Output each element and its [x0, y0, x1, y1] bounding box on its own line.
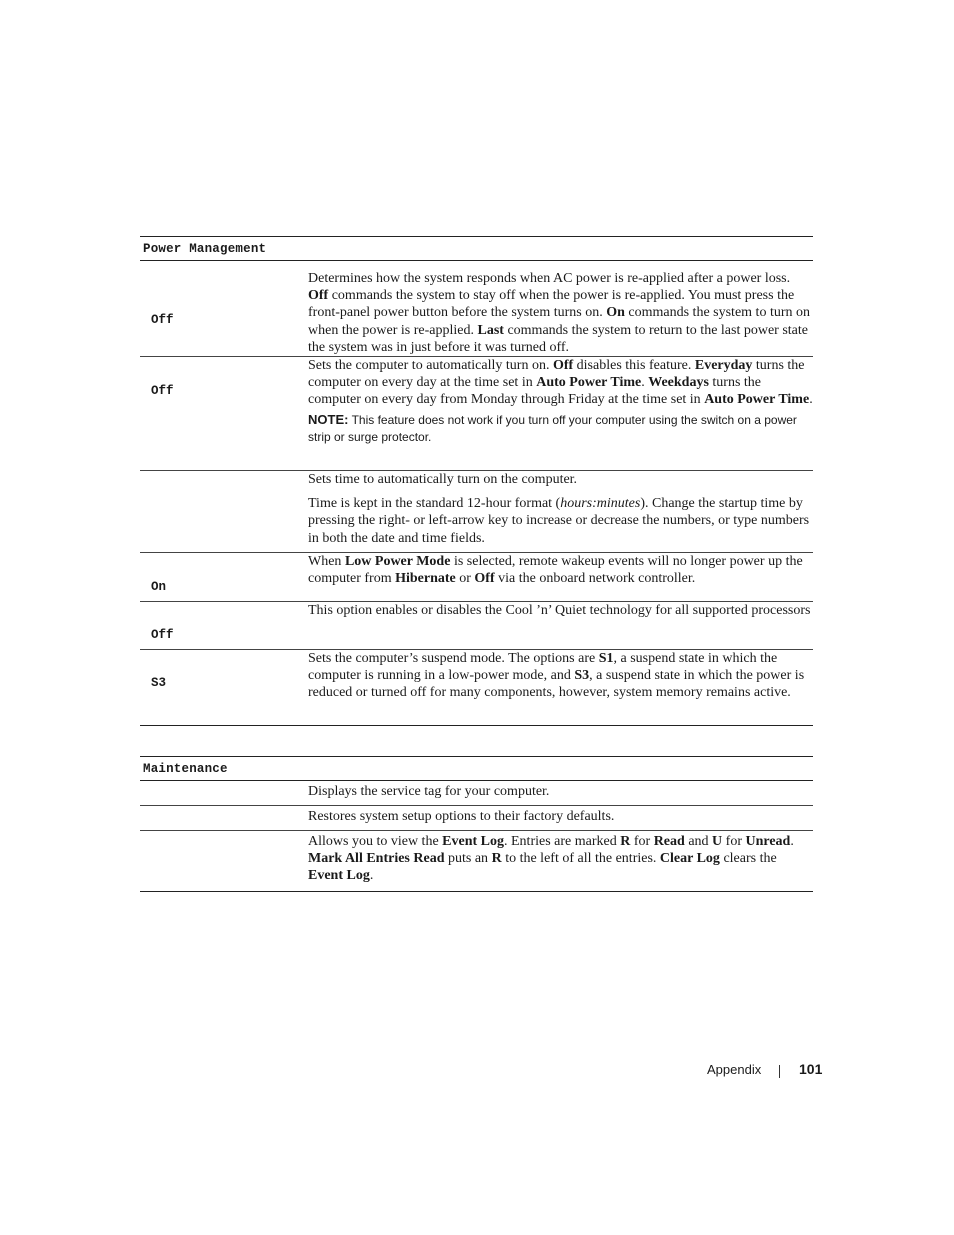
maintenance-header: Maintenance: [143, 762, 228, 776]
text-segment: turns the computer on every day from Monday through Friday at the time set in: [308, 375, 762, 408]
text-segment: S3: [574, 668, 590, 684]
page-footer: [707, 1061, 823, 1077]
text-segment: Displays the service tag for your computer.: [308, 784, 550, 799]
text-segment: Mark All Entries Read: [308, 851, 445, 867]
text-segment: Auto Power Time: [704, 392, 810, 408]
maintenance-header-row: [140, 757, 813, 781]
table-row: [140, 261, 813, 357]
text-segment: Off: [552, 358, 574, 374]
setting-description: [308, 808, 813, 825]
text-segment: commands the system to return to the last power state the system was in just before it was turned off.: [308, 322, 808, 355]
text-segment: R: [491, 851, 502, 867]
text-segment: This option enables or disables the Cool ’n’ Quiet technology for all supported processors: [308, 603, 811, 619]
text-segment: Determines how the system responds when AC power is re-applied after a power loss.: [308, 271, 791, 286]
note: [308, 411, 813, 446]
text-segment: Restores system setup options to their factory defaults.: [308, 809, 615, 824]
text-segment: Event Log: [308, 868, 370, 884]
text-segment: Auto Power Time: [536, 375, 642, 391]
text-segment: .: [369, 868, 374, 884]
footer-divider: [779, 1065, 780, 1078]
text-segment: Everyday: [694, 358, 753, 374]
text-segment: and: [684, 834, 713, 849]
text-segment: .: [641, 375, 649, 391]
note-label: NOTE:: [308, 411, 349, 427]
setting-description: [308, 650, 813, 702]
text-segment: Last: [477, 322, 504, 338]
text-segment: .: [809, 392, 813, 408]
text-segment: Weekdays: [648, 375, 709, 391]
text-segment: Sets the computer to automatically turn on.: [308, 358, 553, 374]
setting-description: [308, 270, 813, 356]
text-segment: commands the system to stay off when the power is re-applied. You must press the front-panel power button before the system turns on.: [308, 288, 795, 321]
setting-description-detail: [308, 495, 813, 547]
setting-description: [308, 553, 813, 587]
maintenance-table: [140, 756, 813, 892]
footer-section-label: Appendix: [707, 1062, 762, 1077]
text-segment: puts an: [444, 851, 492, 867]
page-number: 101: [799, 1061, 823, 1077]
text-segment: for: [630, 834, 654, 849]
setting-value: Off: [151, 628, 174, 643]
text-segment: , a suspend state in which the computer is running in a low-power mode, and: [308, 651, 778, 684]
note-text: This feature does not work if you turn off your computer using the switch on a power strip or surge protector.: [308, 412, 797, 444]
setting-value: Off: [151, 384, 174, 399]
table-row: [140, 831, 813, 892]
text-segment: to the left of all the entries.: [501, 851, 660, 867]
table-row: [140, 650, 813, 726]
power-management-header-row: [140, 237, 813, 261]
text-segment: for: [722, 834, 746, 849]
text-segment: S1: [598, 651, 614, 667]
text-segment: is selected, remote wakeup events will no longer power up the computer from: [308, 554, 803, 587]
text-segment: clears the: [719, 851, 777, 867]
table-row: [140, 553, 813, 602]
table-row: [140, 602, 813, 650]
power-management-header: Power Management: [143, 242, 267, 256]
text-segment: turns the computer on every day at the time set in: [308, 358, 805, 391]
text-segment: Sets time to automatically turn on the computer.: [308, 472, 578, 488]
table-row: [140, 471, 813, 553]
text-segment: . Entries are marked: [504, 834, 621, 849]
table-row: [140, 357, 813, 471]
table-row: [140, 806, 813, 831]
text-segment: Event Log: [442, 834, 504, 849]
text-segment: Allows you to view the: [308, 834, 443, 849]
text-segment: commands the system to turn on when the power is re-applied.: [308, 305, 810, 338]
text-segment: or: [455, 571, 475, 587]
text-segment: Sets the computer’s suspend mode. The options are: [308, 651, 599, 667]
text-segment: ). Change the startup time by pressing the right- or left-arrow key to increase or decrease the numbers, or type numbers in both the date and time fields.: [308, 496, 810, 546]
text-segment: When: [308, 554, 345, 570]
setting-description: [308, 783, 813, 800]
text-segment: Clear Log: [659, 851, 720, 867]
setting-description: [308, 833, 813, 885]
text-segment: Unread: [745, 834, 791, 849]
setting-description: [308, 602, 813, 619]
text-segment: Read: [653, 834, 685, 849]
text-segment: U: [712, 834, 723, 849]
text-segment: On: [606, 305, 625, 321]
power-management-table: [140, 236, 813, 726]
text-segment: Time is kept in the standard 12-hour format (: [308, 496, 561, 512]
setting-description: [308, 357, 813, 409]
setting-value: S3: [151, 676, 167, 691]
text-segment: Off: [474, 571, 495, 587]
text-segment: via the onboard network controller.: [494, 571, 696, 587]
text-segment: R: [620, 834, 631, 849]
text-segment: , a suspend state in which the power is reduced or turned off for many components, however, system memory remains active.: [308, 668, 805, 701]
text-segment: Hibernate: [395, 571, 456, 587]
text-segment: disables this feature.: [573, 358, 695, 374]
setting-value: On: [151, 580, 167, 595]
text-segment: Low Power Mode: [344, 554, 451, 570]
text-segment: hours:minutes: [560, 496, 641, 512]
setting-description: [308, 471, 813, 488]
text-segment: .: [790, 834, 794, 849]
setting-value: Off: [151, 313, 174, 327]
text-segment: Off: [308, 288, 329, 304]
table-row: [140, 781, 813, 806]
